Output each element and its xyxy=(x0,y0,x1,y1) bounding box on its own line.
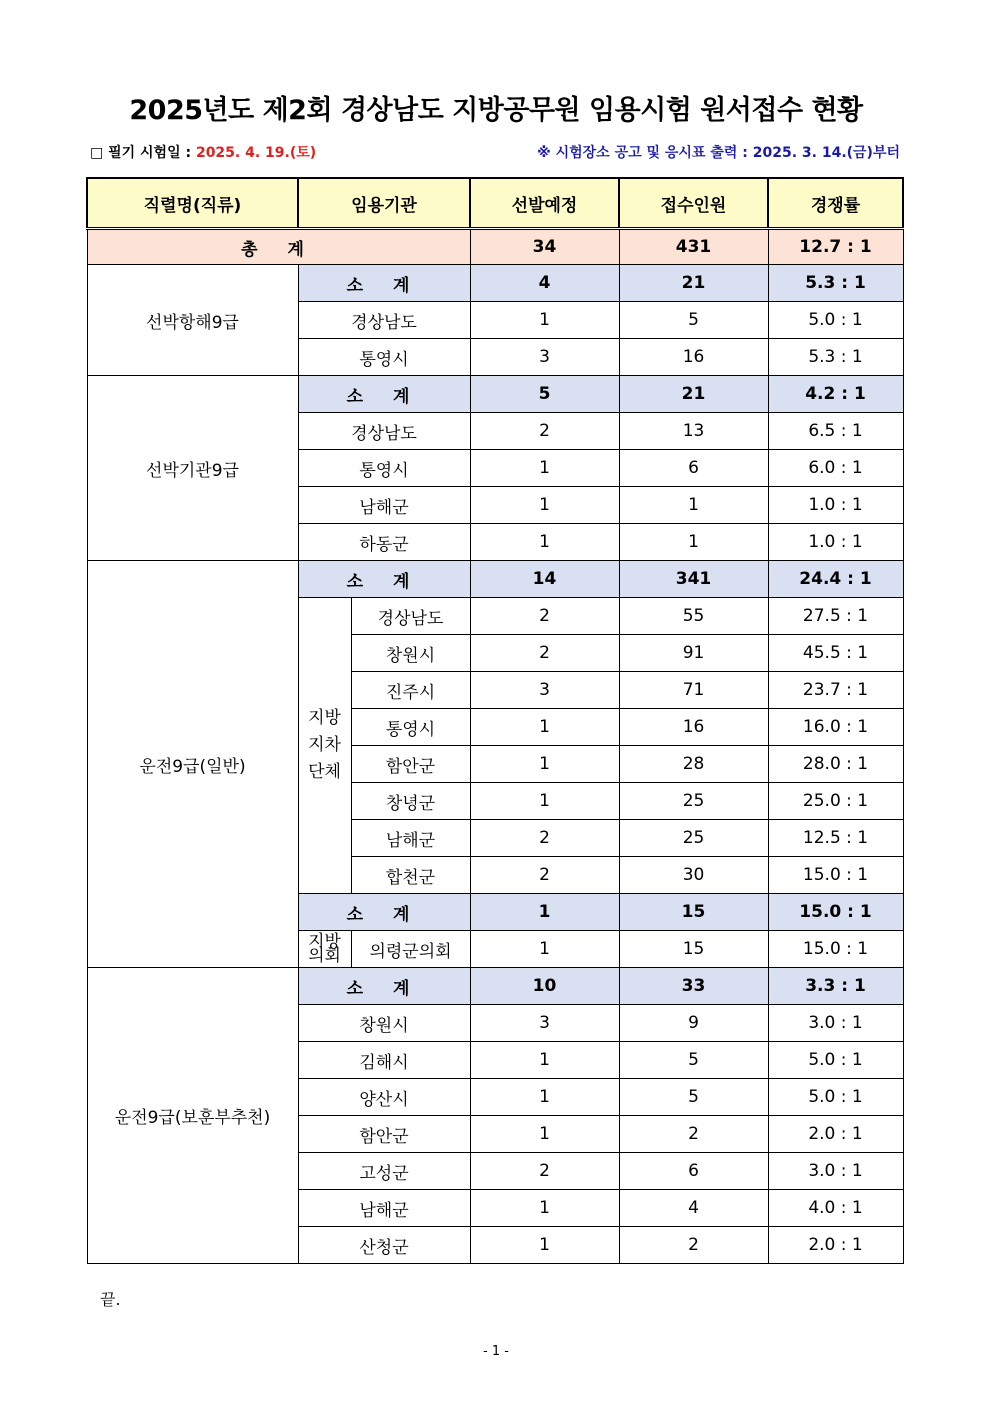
ratio-cell: 2.0 : 1 xyxy=(768,1116,903,1153)
planned-cell: 1 xyxy=(470,302,619,339)
applicants-cell: 25 xyxy=(619,783,768,820)
applicants-cell: 6 xyxy=(619,1153,768,1190)
ratio-cell: 15.0 : 1 xyxy=(768,857,903,894)
planned-cell: 1 xyxy=(470,1227,619,1264)
org-cell: 하동군 xyxy=(298,524,470,561)
planned-cell: 1 xyxy=(470,1116,619,1153)
planned-cell: 1 xyxy=(470,1042,619,1079)
category-cell: 선박항해9급 xyxy=(87,265,298,376)
applicants-cell: 30 xyxy=(619,857,768,894)
org-cell: 남해군 xyxy=(298,1190,470,1227)
applicants-cell: 2 xyxy=(619,1116,768,1153)
subtotal-applicants: 33 xyxy=(619,968,768,1005)
planned-cell: 2 xyxy=(470,598,619,635)
org-cell: 경상남도 xyxy=(298,302,470,339)
subtotal-ratio: 24.4 : 1 xyxy=(768,561,903,598)
header-ratio: 경쟁률 xyxy=(768,178,903,229)
subtotal-planned: 14 xyxy=(470,561,619,598)
ratio-cell: 27.5 : 1 xyxy=(768,598,903,635)
planned-cell: 1 xyxy=(470,1190,619,1227)
subtotal-planned: 10 xyxy=(470,968,619,1005)
subtotal-ratio: 15.0 : 1 xyxy=(768,894,903,931)
total-planned: 34 xyxy=(470,229,619,265)
planned-cell: 2 xyxy=(470,857,619,894)
org-cell: 김해시 xyxy=(298,1042,470,1079)
org-cell: 경상남도 xyxy=(298,413,470,450)
subtotal-ratio: 4.2 : 1 xyxy=(768,376,903,413)
applicants-cell: 5 xyxy=(619,1042,768,1079)
subtotal-ratio: 5.3 : 1 xyxy=(768,265,903,302)
group-label-local-council: 지방 의회 xyxy=(298,931,351,968)
subtotal-planned: 5 xyxy=(470,376,619,413)
subtotal-applicants: 341 xyxy=(619,561,768,598)
applicants-cell: 2 xyxy=(619,1227,768,1264)
org-cell: 남해군 xyxy=(298,487,470,524)
ratio-cell: 5.3 : 1 xyxy=(768,339,903,376)
category-cell: 운전9급(일반) xyxy=(87,561,298,968)
page-number: - 1 - xyxy=(483,1344,509,1359)
category-cell: 운전9급(보훈부추천) xyxy=(87,968,298,1264)
total-ratio: 12.7 : 1 xyxy=(768,229,903,265)
subtotal-label: 소 계 xyxy=(298,561,470,598)
applicants-cell: 15 xyxy=(619,931,768,968)
planned-cell: 3 xyxy=(470,672,619,709)
planned-cell: 1 xyxy=(470,783,619,820)
applicants-cell: 55 xyxy=(619,598,768,635)
org-cell: 양산시 xyxy=(298,1079,470,1116)
planned-cell: 3 xyxy=(470,1005,619,1042)
applicants-cell: 5 xyxy=(619,302,768,339)
applicants-cell: 1 xyxy=(619,487,768,524)
subtotal-applicants: 21 xyxy=(619,265,768,302)
org-cell: 고성군 xyxy=(298,1153,470,1190)
subtotal-applicants: 15 xyxy=(619,894,768,931)
planned-cell: 3 xyxy=(470,339,619,376)
planned-cell: 1 xyxy=(470,1079,619,1116)
subtotal-label: 소 계 xyxy=(298,376,470,413)
applicants-cell: 71 xyxy=(619,672,768,709)
applicants-cell: 4 xyxy=(619,1190,768,1227)
org-cell: 의령군의회 xyxy=(351,931,470,968)
ratio-cell: 28.0 : 1 xyxy=(768,746,903,783)
ratio-cell: 1.0 : 1 xyxy=(768,487,903,524)
exam-date-info xyxy=(90,142,316,162)
table-header-row xyxy=(87,178,903,229)
ratio-cell: 15.0 : 1 xyxy=(768,931,903,968)
org-cell: 창원시 xyxy=(351,635,470,672)
org-cell: 함안군 xyxy=(351,746,470,783)
subtotal-label: 소 계 xyxy=(298,968,470,1005)
subtotal-label: 소 계 xyxy=(298,265,470,302)
category-cell: 선박기관9급 xyxy=(87,376,298,561)
table-row xyxy=(87,561,903,598)
table-row xyxy=(87,968,903,1005)
ratio-cell: 23.7 : 1 xyxy=(768,672,903,709)
ratio-cell: 2.0 : 1 xyxy=(768,1227,903,1264)
ratio-cell: 5.0 : 1 xyxy=(768,1042,903,1079)
applicants-cell: 5 xyxy=(619,1079,768,1116)
ratio-cell: 3.0 : 1 xyxy=(768,1005,903,1042)
ratio-cell: 5.0 : 1 xyxy=(768,302,903,339)
org-cell: 함안군 xyxy=(298,1116,470,1153)
applicants-cell: 25 xyxy=(619,820,768,857)
planned-cell: 2 xyxy=(470,1153,619,1190)
subtotal-applicants: 21 xyxy=(619,376,768,413)
exam-date-label: □ 필기 시험일 : xyxy=(90,145,196,161)
ratio-cell: 6.0 : 1 xyxy=(768,450,903,487)
org-cell: 산청군 xyxy=(298,1227,470,1264)
planned-cell: 2 xyxy=(470,635,619,672)
exam-date-value: 2025. 4. 19.(토) xyxy=(195,145,317,161)
org-cell: 통영시 xyxy=(298,450,470,487)
applicants-cell: 16 xyxy=(619,339,768,376)
planned-cell: 1 xyxy=(470,709,619,746)
ratio-cell: 6.5 : 1 xyxy=(768,413,903,450)
ratio-cell: 25.0 : 1 xyxy=(768,783,903,820)
end-mark: 끝. xyxy=(100,1290,121,1309)
subtotal-planned: 1 xyxy=(470,894,619,931)
header-org: 임용기관 xyxy=(298,178,470,229)
header-applicants: 접수인원 xyxy=(619,178,768,229)
ratio-cell: 45.5 : 1 xyxy=(768,635,903,672)
total-label: 총 계 xyxy=(87,229,470,265)
page-title: 2025년도 제2회 경상남도 지방공무원 임용시험 원서접수 현황 xyxy=(129,95,863,126)
applicants-cell: 9 xyxy=(619,1005,768,1042)
org-cell: 합천군 xyxy=(351,857,470,894)
applicants-cell: 28 xyxy=(619,746,768,783)
planned-cell: 2 xyxy=(470,413,619,450)
ratio-cell: 12.5 : 1 xyxy=(768,820,903,857)
table-row xyxy=(87,265,903,302)
total-applicants: 431 xyxy=(619,229,768,265)
planned-cell: 1 xyxy=(470,746,619,783)
planned-cell: 1 xyxy=(470,450,619,487)
org-cell: 경상남도 xyxy=(351,598,470,635)
org-cell: 통영시 xyxy=(298,339,470,376)
applicants-cell: 16 xyxy=(619,709,768,746)
planned-cell: 1 xyxy=(470,524,619,561)
subtotal-ratio: 3.3 : 1 xyxy=(768,968,903,1005)
header-planned: 선발예정 xyxy=(470,178,619,229)
ratio-cell: 4.0 : 1 xyxy=(768,1190,903,1227)
ratio-cell: 1.0 : 1 xyxy=(768,524,903,561)
org-cell: 창녕군 xyxy=(351,783,470,820)
org-cell: 남해군 xyxy=(351,820,470,857)
total-row xyxy=(87,229,903,265)
org-cell: 통영시 xyxy=(351,709,470,746)
applicants-cell: 6 xyxy=(619,450,768,487)
group-label-local-gov: 지방 지차 단체 xyxy=(298,598,351,894)
ratio-cell: 16.0 : 1 xyxy=(768,709,903,746)
planned-cell: 2 xyxy=(470,820,619,857)
subtotal-label: 소 계 xyxy=(298,894,470,931)
planned-cell: 1 xyxy=(470,931,619,968)
ratio-cell: 3.0 : 1 xyxy=(768,1153,903,1190)
ratio-cell: 5.0 : 1 xyxy=(768,1079,903,1116)
org-cell: 진주시 xyxy=(351,672,470,709)
applicants-cell: 91 xyxy=(619,635,768,672)
header-category: 직렬명(직류) xyxy=(87,178,298,229)
table-row xyxy=(87,376,903,413)
planned-cell: 1 xyxy=(470,487,619,524)
applications-table xyxy=(86,177,904,1264)
subtotal-planned: 4 xyxy=(470,265,619,302)
org-cell: 창원시 xyxy=(298,1005,470,1042)
applicants-cell: 1 xyxy=(619,524,768,561)
notice-info: ※ 시험장소 공고 및 응시표 출력 : 2025. 3. 14.(금)부터 xyxy=(537,145,900,161)
applicants-cell: 13 xyxy=(619,413,768,450)
